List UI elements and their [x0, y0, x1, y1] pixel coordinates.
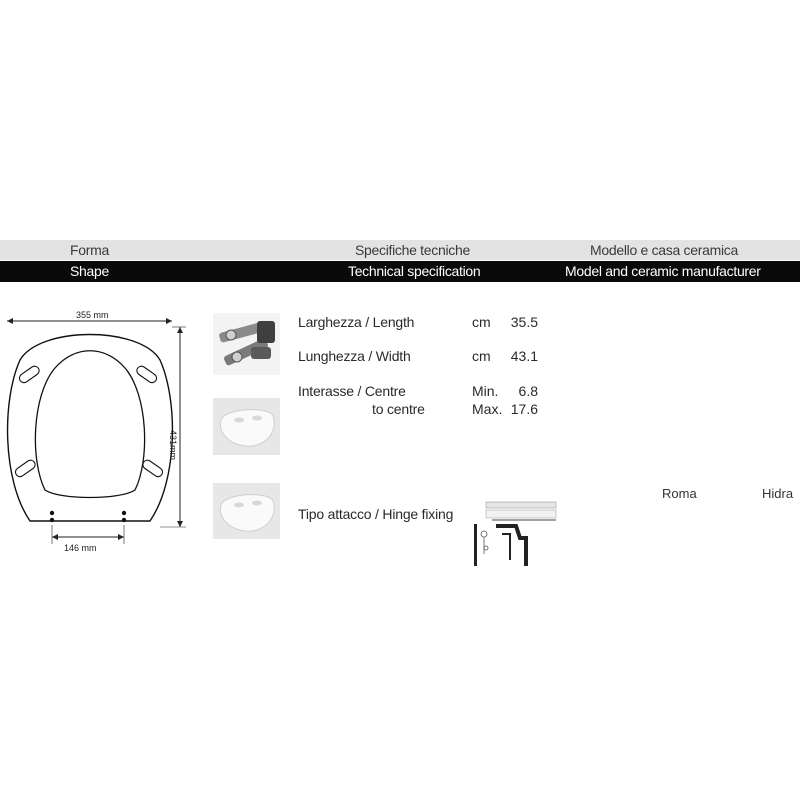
bumper-image-icon [213, 398, 280, 455]
distance-dimension-label: 146 mm [64, 543, 97, 553]
header-spec-it: Specifiche tecniche [355, 242, 470, 258]
hinge-photo [213, 313, 280, 375]
model-hidra: Hidra [762, 486, 794, 501]
header-spec-en: Technical specification [348, 263, 481, 279]
bumper-photo [213, 398, 280, 455]
header-italian [0, 240, 800, 260]
hinge-image-icon [213, 313, 280, 375]
width-dimension-label: 355 mm [76, 310, 109, 320]
centre-label-line1: Interasse / Centre [298, 383, 406, 399]
header-shape-en: Shape [70, 263, 109, 279]
header-model-en: Model and ceramic manufacturer [565, 263, 761, 279]
centre-max-label: Max. [472, 401, 503, 417]
fixing-image-icon [213, 483, 280, 539]
width-unit: cm [472, 348, 491, 364]
centre-label-line2: to centre [372, 401, 425, 417]
hinge-fixing-photo [213, 483, 280, 539]
width-value: 43.1 [510, 348, 538, 364]
length-label: Larghezza / Length [298, 314, 415, 330]
hinge-fixing-diagram [472, 500, 558, 566]
hinge-fixing-label: Tipo attacco / Hinge fixing [298, 506, 454, 522]
centre-max-value: 17.6 [510, 401, 538, 417]
header-shape-it: Forma [70, 242, 109, 258]
length-unit: cm [472, 314, 491, 330]
centre-min-label: Min. [472, 383, 499, 399]
header-model-it: Modello e casa ceramica [590, 242, 738, 258]
header-english [0, 261, 800, 282]
model-roma: Roma [662, 486, 697, 501]
length-value: 35.5 [510, 314, 538, 330]
width-label: Lunghezza / Width [298, 348, 411, 364]
height-dimension-label: 431mm [168, 430, 178, 461]
centre-min-value: 6.8 [518, 383, 538, 399]
